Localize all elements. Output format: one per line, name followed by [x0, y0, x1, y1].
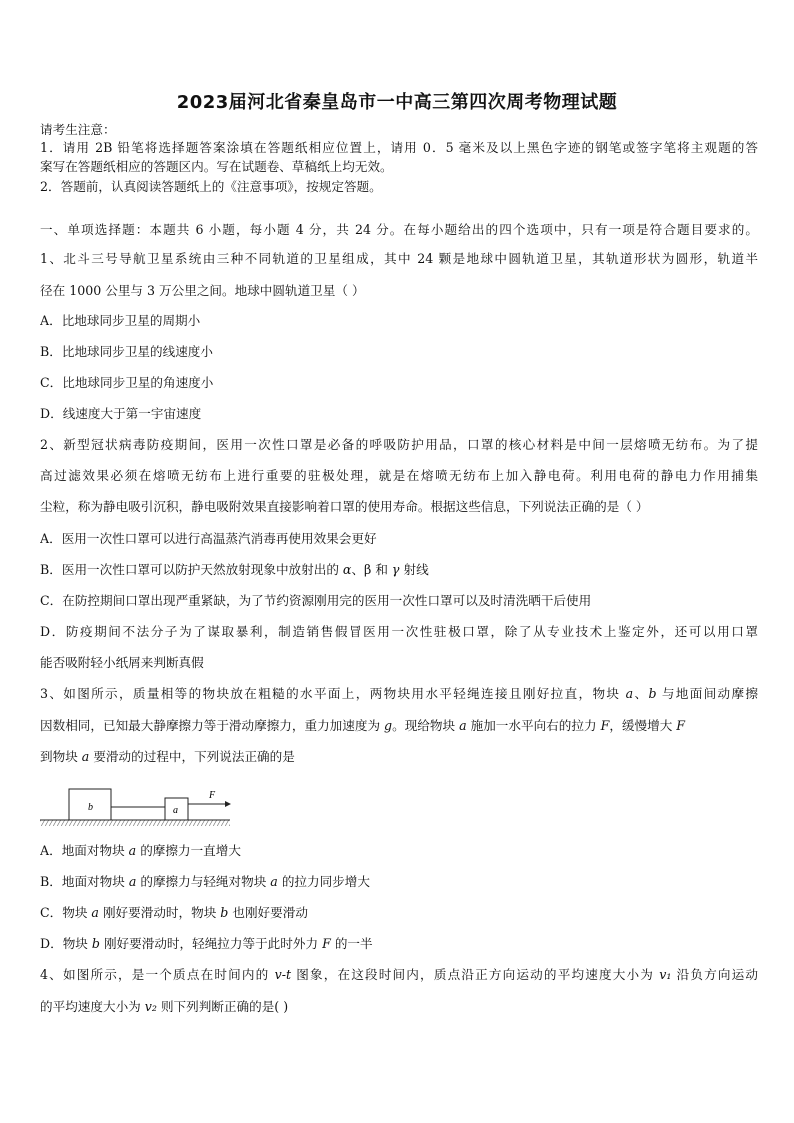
q2-option-b-text-2: 、β 和 — [351, 562, 388, 577]
q3-text: 到物块 — [40, 749, 82, 764]
q4-stem-line-2 — [40, 999, 758, 1015]
q3-text: 与地面间动摩擦 — [656, 686, 758, 701]
q4-text: 则下列判断正确的是( ) — [156, 999, 289, 1014]
q3-text: 、 — [633, 686, 649, 701]
q3-text: 的一半 — [330, 936, 373, 951]
q3-option-c — [40, 905, 758, 921]
q2-option-d-line-2: 能否吸附轻小纸屑来判断真假 — [40, 655, 204, 670]
q3-stem-line-3 — [40, 749, 758, 765]
q3-text: 的摩擦力与轻绳对物块 — [136, 874, 271, 889]
q3-text: 刚好要滑动时，轻绳拉力等于此时外力 — [99, 936, 323, 951]
q2-stem-line-3: 尘粒，称为静电吸引沉积，静电吸附效果直接影响着口罩的使用寿命。根据这些信息，下列说法正确的是（ ） — [40, 499, 649, 514]
q4-var-v1: v₁ — [659, 967, 672, 982]
q3-var-b: b — [648, 686, 657, 701]
q2-option-b-text-3: 射线 — [403, 562, 429, 577]
q3-option-a — [40, 843, 758, 859]
q2-stem-line-2: 高过滤效果必须在熔喷无纺布上进行重要的驻极处理，就是在熔喷无纺布上加入静电荷。利用电荷的静电力作用捕集 — [40, 468, 758, 483]
q3-figure — [40, 786, 240, 830]
block-b-label: b — [88, 802, 93, 813]
q4-var-vt: v-t — [274, 967, 292, 982]
q3-var-a: a — [81, 749, 90, 764]
q1-stem-line-2: 径在 1000 公里与 3 万公里之间。地球中圆轨道卫星（ ） — [40, 283, 365, 298]
force-label: F — [209, 790, 216, 801]
q3-text: 3、如图所示，质量相等的物块放在粗糙的水平面上，两物块用水平轻绳连接且刚好拉直，物块 — [40, 686, 626, 701]
q4-text: 沿负方向运动 — [671, 967, 758, 982]
q3-option-b — [40, 874, 758, 890]
q2-stem-line-1: 2、新型冠状病毒防疫期间，医用一次性口罩是必备的呼吸防护用品，口罩的核心材料是中间一层熔喷无纺布。为了提 — [40, 437, 758, 452]
q1-option-d: D．线速度大于第一宇宙速度 — [40, 406, 202, 421]
q3-var-b: b — [220, 905, 229, 920]
q3-var-a: a — [459, 718, 467, 733]
notice-item-1-line-1: 1．请用 2B 铅笔将选择题答案涂填在答题纸相应位置上，请用 0．5 毫米及以上黑色字迹的钢笔或签字笔将主观题的答 — [40, 140, 758, 155]
q2-option-c: C．在防控期间口罩出现严重紧缺，为了节约资源刚用完的医用一次性口罩可以及时清洗晒干后使用 — [40, 593, 592, 608]
q1-option-b: B．比地球同步卫星的线速度小 — [40, 344, 213, 359]
notice-heading: 请考生注意： — [40, 122, 116, 137]
q3-text: 施加一水平向右的拉力 — [466, 718, 601, 733]
q3-text: 。现给物块 — [392, 718, 460, 733]
q2-option-b-text-1: B．医用一次性口罩可以防护天然放射现象中放射出的 — [40, 562, 339, 577]
q3-text: 的摩擦力一直增大 — [136, 843, 241, 858]
section-1-heading: 一、单项选择题：本题共 6 小题，每小题 4 分，共 24 分。在每小题给出的四个选项中，只有一项是符合题目要求的。 — [40, 222, 758, 237]
q3-text: A．地面对物块 — [40, 843, 129, 858]
q3-var-a: a — [128, 874, 137, 889]
q3-text: 也刚好要滑动 — [228, 905, 308, 920]
q2-option-b-gamma: γ — [387, 562, 404, 577]
q2-option-b — [40, 562, 758, 578]
q3-stem-line-2 — [40, 718, 758, 734]
q3-var-a: a — [270, 874, 278, 889]
ground-hatch — [40, 820, 230, 826]
q1-stem-line-1: 1、北斗三号导航卫星系统由三种不同轨道的卫星组成，其中 24 颗是地球中圆轨道卫星，其轨道形状为圆形，轨道半 — [40, 251, 758, 266]
q3-var-F: F — [600, 718, 610, 733]
q3-var-a: a — [625, 686, 634, 701]
q3-text: 刚好要滑动时，物块 — [98, 905, 221, 920]
q4-text: 的平均速度大小为 — [40, 999, 145, 1014]
q4-stem-line-1 — [40, 967, 758, 983]
q3-var-F: F — [676, 718, 686, 733]
q3-var-F: F — [322, 936, 331, 951]
q3-text: D．物块 — [40, 936, 92, 951]
q3-var-a: a — [91, 905, 99, 920]
q3-text: ，缓慢增大 — [609, 718, 677, 733]
q2-option-b-alpha: α — [338, 562, 352, 577]
q3-text: 要滑动的过程中，下列说法正确的是 — [89, 749, 295, 764]
q1-option-a: A．比地球同步卫星的周期小 — [40, 313, 201, 328]
q4-text: 4、如图所示，是一个质点在时间内的 — [40, 967, 275, 982]
page-title: 2023届河北省秦皇岛市一中高三第四次周考物理试题 — [176, 92, 618, 113]
q3-var-g: g — [384, 718, 393, 733]
q3-option-d — [40, 936, 758, 952]
q4-var-v2: v₂ — [144, 999, 157, 1014]
q2-option-d-line-1: D．防疫期间不法分子为了谋取暴利，制造销售假冒医用一次性驻极口罩，除了从专业技术上鉴定外，还可以用口罩 — [40, 624, 758, 639]
q1-option-c: C．比地球同步卫星的角速度小 — [40, 375, 214, 390]
q3-text: 因数相同，已知最大静摩擦力等于滑动摩擦力，重力加速度为 — [40, 718, 385, 733]
q4-text: 图象，在这段时间内，质点沿正方向运动的平均速度大小为 — [291, 967, 660, 982]
q3-stem-line-1 — [40, 686, 758, 702]
q3-text: 的拉力同步增大 — [277, 874, 370, 889]
q3-var-b: b — [91, 936, 100, 951]
q3-var-a: a — [128, 843, 137, 858]
force-arrow-head — [225, 801, 231, 807]
q3-text: B．地面对物块 — [40, 874, 129, 889]
notice-item-2: 2．答题前，认真阅读答题纸上的《注意事项》，按规定答题。 — [40, 179, 382, 194]
q3-text: C．物块 — [40, 905, 92, 920]
q2-option-a: A．医用一次性口罩可以进行高温蒸汽消毒再使用效果会更好 — [40, 531, 377, 546]
notice-item-1-line-2: 案写在答题纸相应的答题区内。写在试题卷、草稿纸上均无效。 — [40, 159, 393, 174]
block-a-label: a — [173, 805, 178, 816]
